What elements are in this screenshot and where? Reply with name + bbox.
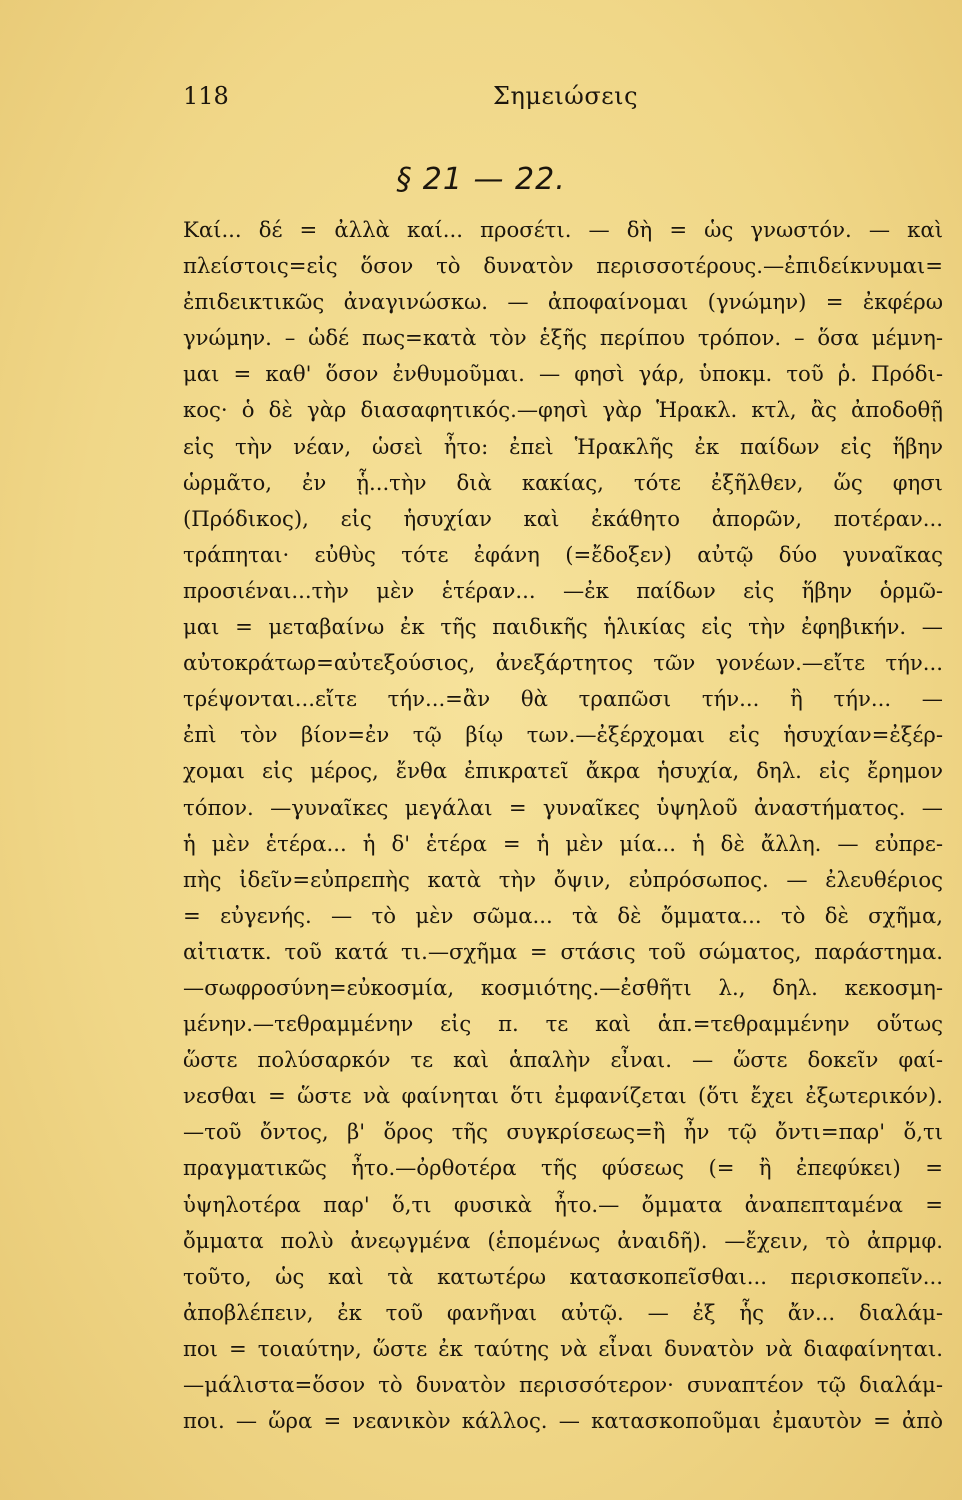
text-line: μαι = καθ' ὅσον ἐνθυμοῦμαι. — φησὶ γάρ, ὑποκμ. τοῦ ῥ. Πρόδι- [183,361,943,387]
text-line: = εὐγενής. — τὸ μὲν σῶμα... τὰ δὲ ὄμματα... τὸ δὲ σχῆμα, [183,902,943,928]
text-line: πραγματικῶς ἦτο.—ὀρθοτέρα τῆς φύσεως (= ἢ ἐπεφύκει) = [183,1155,943,1181]
text-line: ὑψηλοτέρα παρ' ὅ,τι φυσικὰ ἦτο.— ὄμματα ἀναπεπταμένα = [183,1191,943,1217]
text-line: ποι. — ὥρα = νεανικὸν κάλλος. — κατασκοποῦμαι ἐμαυτὸν = ἀπὸ [183,1408,943,1434]
text-line: εἰς τὴν νέαν, ὡσεὶ ἦτο: ἐπεὶ Ἡρακλῆς ἐκ παίδων εἰς ἥβην [183,433,943,459]
text-line: χομαι εἰς μέρος, ἔνθα ἐπικρατεῖ ἄκρα ἡσυχία, δηλ. εἰς ἔρημον [183,758,943,784]
text-line: ἡ μὲν ἑτέρα... ἡ δ' ἑτέρα = ἡ μὲν μία... ἡ δὲ ἄλλη. — εὐπρε- [183,830,943,856]
text-line: αὐτοκράτωρ=αὐτεξούσιος, ἀνεξάρτητος τῶν γονέων.—εἴτε τήν... [183,650,943,676]
text-line: Καί... δέ = ἀλλὰ καί... προσέτι. — δὴ = ὡς γνωστόν. — καὶ [183,217,943,242]
text-line: πὴς ἰδεῖν=εὐπρεπὴς κατὰ τὴν ὄψιν, εὐπρόσωπος. — ἐλευθέριος [183,866,943,892]
text-line: αἰτιατκ. τοῦ κατά τι.—σχῆμα = στάσις τοῦ σώματος, παράστημα. [183,938,943,964]
text-line: —τοῦ ὄντος, β' ὅρος τῆς συγκρίσεως=ἢ ἦν τῷ ὄντι=παρ' ὅ,τι [183,1119,943,1145]
text-line: νεσθαι = ὥστε νὰ φαίνηται ὅτι ἐμφανίζεται (ὅτι ἔχει ἐξωτερικόν). [183,1083,943,1109]
text-line: μαι = μεταβαίνω ἐκ τῆς παιδικῆς ἡλικίας εἰς τὴν ἐφηβικήν. — [183,614,943,640]
text-line: (Πρόδικος), εἰς ἡσυχίαν καὶ ἐκάθητο ἀπορῶν, ποτέραν... [183,505,943,531]
text-line: ἐπιδεικτικῶς ἀναγινώσκω. — ἀποφαίνομαι (γνώμην) = ἐκφέρω [183,289,943,315]
text-line: τόπον. —γυναῖκες μεγάλαι = γυναῖκες ὑψηλοῦ ἀναστήματος. — [183,794,943,820]
text-line: —σωφροσύνη=εὐκοσμία, κοσμιότης.—ἐσθῆτι λ., δηλ. κεκοσμη- [183,974,943,1000]
text-line: ὄμματα πολὺ ἀνεῳγμένα (ἑπομένως ἀναιδῆ). —ἔχειν, τὸ ἀπρμφ. [183,1227,943,1253]
text-line: ποι = τοιαύτην, ὥστε ἐκ ταύτης νὰ εἶναι δυνατὸν νὰ διαφαίνηται. [183,1335,943,1361]
text-line: ὥστε πολύσαρκόν τε καὶ ἁπαλὴν εἶναι. — ὥστε δοκεῖν φαί- [183,1047,943,1073]
running-head: Σημειώσεις [493,82,639,110]
page-number: 118 [183,82,229,110]
text-line: τράπηται· εὐθὺς τότε ἐφάνη (=ἔδοξεν) αὐτῷ δύο γυναῖκας [183,541,943,567]
text-line: ἀποβλέπειν, ἐκ τοῦ φανῆναι αὐτῷ. — ἐξ ἧς ἄν... διαλάμ- [183,1299,943,1325]
text-line: ὡρμᾶτο, ἐν ᾗ...τὴν διὰ κακίας, τότε ἐξῆλθεν, ὥς φησι [183,469,943,495]
text-line: τρέψονται...εἴτε τήν...=ἂν θὰ τραπῶσι τήν... ἢ τήν... — [183,686,943,712]
text-line: ἐπὶ τὸν βίον=ἐν τῷ βίῳ των.—ἐξέρχομαι εἰς ἡσυχίαν=ἐξέρ- [183,722,943,748]
text-line: πλείστοις=εἰς ὅσον τὸ δυνατὸν περισσοτέρους.—ἐπιδείκνυμαι= [183,253,943,279]
text-line: μένην.—τεθραμμένην εἰς π. τε καὶ ἁπ.=τεθραμμένην οὕτως [183,1011,943,1037]
text-line: γνώμην. – ὡδέ πως=κατὰ τὸν ἑξῆς περίπου τρόπον. – ὅσα μέμνη- [183,325,943,351]
text-line: τοῦτο, ὡς καὶ τὰ κατωτέρω κατασκοπεῖσθαι... περισκοπεῖν... [183,1263,943,1289]
text-line: κος· ὁ δὲ γὰρ διασαφητικός.—φησὶ γὰρ Ἡρακλ. κτλ, ἂς ἀποδοθῇ [183,397,943,423]
text-line: προσιέναι...τὴν μὲν ἑτέραν... —ἐκ παίδων εἰς ἥβην ὁρμῶ- [183,577,943,603]
text-line: —μάλιστα=ὅσον τὸ δυνατὸν περισσότερον· συναπτέον τῷ διαλάμ- [183,1372,943,1397]
notes-body [183,212,943,1439]
section-title: § 21 — 22. [396,162,566,197]
page-header [183,82,920,122]
